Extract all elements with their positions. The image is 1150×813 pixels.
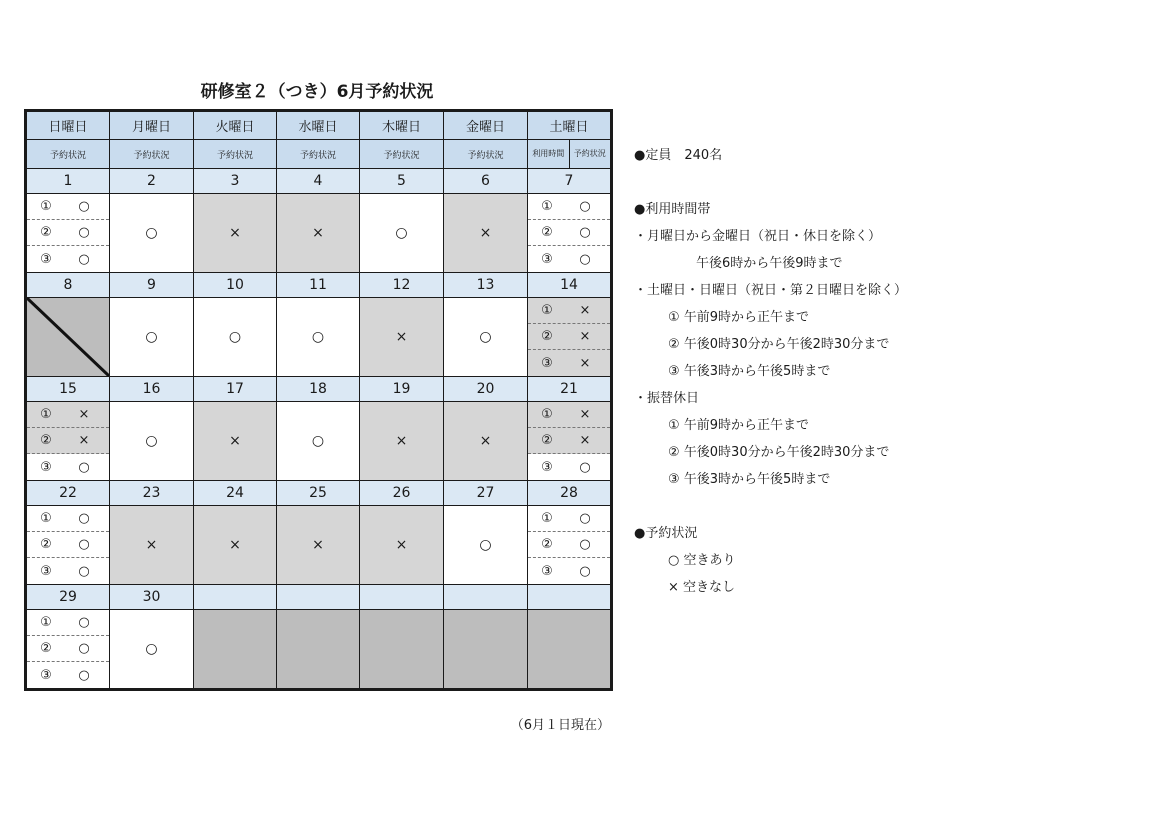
status-row bbox=[26, 610, 612, 690]
status-row bbox=[26, 402, 612, 481]
slot-number: ① bbox=[40, 199, 52, 214]
slot-status: ○ bbox=[78, 511, 90, 526]
time-slot[interactable] bbox=[528, 324, 610, 350]
day-status-cell[interactable]: × bbox=[194, 506, 277, 585]
spacer bbox=[634, 169, 907, 196]
date-cell: 4 bbox=[277, 169, 360, 194]
day-status-cell[interactable]: × bbox=[360, 402, 444, 481]
date-cell bbox=[444, 585, 528, 610]
slot-status: × bbox=[78, 407, 90, 422]
time-slot[interactable] bbox=[528, 454, 610, 480]
date-cell: 24 bbox=[194, 481, 277, 506]
day-status-cell[interactable]: ○ bbox=[277, 402, 360, 481]
slot-number: ③ bbox=[541, 355, 553, 371]
day-status-cell[interactable]: × bbox=[277, 194, 360, 273]
slot-status: ○ bbox=[78, 537, 90, 552]
slot-status: ○ bbox=[579, 199, 591, 214]
date-cell: 14 bbox=[528, 273, 612, 298]
time-slot[interactable] bbox=[27, 220, 109, 246]
empty-day-cell bbox=[444, 610, 528, 690]
slot-number: ① bbox=[40, 407, 52, 422]
as-of-date: （6月１日現在） bbox=[510, 718, 610, 733]
closed-day-cell bbox=[26, 298, 110, 377]
slot-status: ○ bbox=[579, 459, 591, 475]
day-status-cell[interactable]: ○ bbox=[444, 298, 528, 377]
weekday-sunday: 日曜日 bbox=[26, 111, 110, 140]
sub-holiday-slot-3: ③ 午後3時から午後5時まで bbox=[668, 472, 831, 487]
time-slot[interactable] bbox=[528, 506, 610, 532]
date-cell: 21 bbox=[528, 377, 612, 402]
weekend-slot-3: ③ 午後3時から午後5時まで bbox=[668, 364, 831, 379]
sub-holiday-heading: ・振替休日 bbox=[634, 391, 700, 406]
slot-number: ① bbox=[541, 407, 553, 422]
diagonal-slash-icon bbox=[27, 298, 109, 376]
status-available: ○ 空きあり bbox=[668, 553, 736, 568]
spacer bbox=[634, 493, 907, 520]
date-cell: 30 bbox=[110, 585, 194, 610]
slot-number: ② bbox=[541, 433, 553, 448]
day-status-cell[interactable]: × bbox=[194, 402, 277, 481]
slot-status: ○ bbox=[78, 199, 90, 214]
day-status-cell[interactable]: ○ bbox=[360, 194, 444, 273]
slot-number: ③ bbox=[541, 459, 553, 475]
slot-status: ○ bbox=[579, 511, 591, 526]
day-status-cell[interactable]: × bbox=[360, 298, 444, 377]
date-row bbox=[26, 169, 612, 194]
sat-slots-cell bbox=[528, 402, 612, 481]
date-cell: 18 bbox=[277, 377, 360, 402]
weekend-slot-1: ① 午前9時から正午まで bbox=[668, 310, 810, 325]
date-cell: 22 bbox=[26, 481, 110, 506]
hours-heading: ●利用時間帯 bbox=[634, 202, 711, 217]
date-cell: 20 bbox=[444, 377, 528, 402]
weekday-header-row bbox=[26, 111, 612, 140]
time-slot[interactable] bbox=[528, 428, 610, 454]
date-cell: 5 bbox=[360, 169, 444, 194]
weekday-time: 午後6時から午後9時まで bbox=[696, 256, 843, 271]
time-slot[interactable] bbox=[27, 636, 109, 662]
status-full: × 空きなし bbox=[668, 580, 736, 595]
time-slot[interactable] bbox=[528, 298, 610, 324]
date-row bbox=[26, 273, 612, 298]
slot-number: ① bbox=[40, 511, 52, 526]
day-status-cell[interactable]: × bbox=[444, 194, 528, 273]
time-slot[interactable] bbox=[27, 662, 109, 688]
weekday-thursday: 木曜日 bbox=[360, 111, 444, 140]
slot-number: ② bbox=[541, 225, 553, 240]
slot-number: ① bbox=[541, 511, 553, 526]
day-status-cell[interactable]: ○ bbox=[277, 298, 360, 377]
slot-status: ○ bbox=[78, 459, 90, 475]
time-slot[interactable] bbox=[27, 610, 109, 636]
time-slot[interactable] bbox=[528, 220, 610, 246]
weekday-saturday: 土曜日 bbox=[528, 111, 612, 140]
date-cell: 26 bbox=[360, 481, 444, 506]
weekday-monday: 月曜日 bbox=[110, 111, 194, 140]
slot-number: ② bbox=[541, 537, 553, 552]
sub-holiday-slot-2: ② 午後0時30分から午後2時30分まで bbox=[668, 445, 890, 460]
date-cell: 16 bbox=[110, 377, 194, 402]
sub-header-saturday bbox=[528, 140, 612, 169]
slot-number: ② bbox=[40, 537, 52, 552]
empty-day-cell bbox=[360, 610, 444, 690]
slot-status: ○ bbox=[78, 225, 90, 240]
day-status-cell[interactable]: ○ bbox=[110, 194, 194, 273]
slot-status: ○ bbox=[78, 641, 90, 656]
slot-status: × bbox=[78, 433, 90, 448]
date-cell: 17 bbox=[194, 377, 277, 402]
date-cell: 6 bbox=[444, 169, 528, 194]
date-cell: 27 bbox=[444, 481, 528, 506]
calendar-body bbox=[26, 169, 612, 690]
sub-header-monday: 予約状況 bbox=[110, 140, 194, 169]
date-row bbox=[26, 481, 612, 506]
sat-slots-cell bbox=[528, 194, 612, 273]
status-heading: ●予約状況 bbox=[634, 526, 698, 541]
sub-holiday-slot-1: ① 午前9時から正午まで bbox=[668, 418, 810, 433]
date-cell: 23 bbox=[110, 481, 194, 506]
slot-number: ③ bbox=[40, 563, 52, 579]
slot-number: ② bbox=[40, 433, 52, 448]
slot-status: × bbox=[579, 355, 591, 371]
slot-number: ① bbox=[541, 199, 553, 214]
time-slot[interactable] bbox=[528, 558, 610, 584]
day-status-cell[interactable]: ○ bbox=[194, 298, 277, 377]
weekday-tuesday: 火曜日 bbox=[194, 111, 277, 140]
date-row bbox=[26, 585, 612, 610]
sun-slots-cell bbox=[26, 194, 110, 273]
slot-status: ○ bbox=[579, 563, 591, 579]
day-status-cell[interactable]: × bbox=[277, 506, 360, 585]
weekend-heading: ・土曜日・日曜日（祝日・第２日曜日を除く） bbox=[634, 283, 908, 298]
date-cell: 3 bbox=[194, 169, 277, 194]
slot-status: ○ bbox=[579, 225, 591, 240]
slot-number: ② bbox=[40, 641, 52, 656]
empty-day-cell bbox=[528, 610, 612, 690]
date-cell: 25 bbox=[277, 481, 360, 506]
day-status-cell[interactable]: ○ bbox=[110, 298, 194, 377]
slot-number: ③ bbox=[40, 251, 52, 267]
status-row bbox=[26, 194, 612, 273]
slot-number: ③ bbox=[40, 667, 52, 683]
day-status-cell[interactable]: × bbox=[110, 506, 194, 585]
date-cell: 7 bbox=[528, 169, 612, 194]
day-status-cell[interactable]: × bbox=[444, 402, 528, 481]
empty-day-cell bbox=[277, 610, 360, 690]
slot-number: ① bbox=[40, 615, 52, 630]
sub-header-tuesday: 予約状況 bbox=[194, 140, 277, 169]
time-slot[interactable] bbox=[528, 246, 610, 272]
slot-status: ○ bbox=[78, 667, 90, 683]
slot-status: × bbox=[579, 329, 591, 344]
date-cell: 28 bbox=[528, 481, 612, 506]
date-row bbox=[26, 377, 612, 402]
slot-status: × bbox=[579, 303, 591, 318]
day-status-cell[interactable]: × bbox=[360, 506, 444, 585]
day-status-cell[interactable]: × bbox=[194, 194, 277, 273]
slot-number: ③ bbox=[541, 563, 553, 579]
empty-day-cell bbox=[194, 610, 277, 690]
day-status-cell[interactable]: ○ bbox=[444, 506, 528, 585]
slot-status: ○ bbox=[579, 251, 591, 267]
sub-header-wednesday: 予約状況 bbox=[277, 140, 360, 169]
slot-status: ○ bbox=[78, 251, 90, 267]
time-slot[interactable] bbox=[27, 532, 109, 558]
date-cell bbox=[528, 585, 612, 610]
sub-header-thursday: 予約状況 bbox=[360, 140, 444, 169]
date-cell: 9 bbox=[110, 273, 194, 298]
date-cell: 11 bbox=[277, 273, 360, 298]
weekday-friday: 金曜日 bbox=[444, 111, 528, 140]
date-cell: 29 bbox=[26, 585, 110, 610]
time-slot[interactable] bbox=[528, 194, 610, 220]
slot-status: ○ bbox=[579, 537, 591, 552]
sun-slots-cell bbox=[26, 402, 110, 481]
sub-header-sunday: 予約状況 bbox=[26, 140, 110, 169]
page-title: 研修室２（つき）6月予約状況 bbox=[200, 82, 434, 102]
time-slot[interactable] bbox=[27, 402, 109, 428]
time-slot[interactable] bbox=[27, 506, 109, 532]
sat-sub-status: 予約状況 bbox=[573, 149, 606, 158]
slot-number: ③ bbox=[541, 251, 553, 267]
date-cell: 13 bbox=[444, 273, 528, 298]
slot-number: ② bbox=[40, 225, 52, 240]
slot-status: ○ bbox=[78, 563, 90, 579]
weekday-heading: ・月曜日から金曜日（祝日・休日を除く） bbox=[634, 229, 882, 244]
notes-panel bbox=[634, 142, 907, 601]
date-cell: 12 bbox=[360, 273, 444, 298]
time-slot[interactable] bbox=[27, 558, 109, 584]
status-row bbox=[26, 506, 612, 585]
slot-number: ① bbox=[541, 303, 553, 318]
reservation-calendar bbox=[24, 109, 613, 691]
time-slot[interactable] bbox=[27, 246, 109, 272]
sat-slots-cell bbox=[528, 506, 612, 585]
date-cell bbox=[360, 585, 444, 610]
slot-status: ○ bbox=[78, 615, 90, 630]
date-cell bbox=[194, 585, 277, 610]
weekday-wednesday: 水曜日 bbox=[277, 111, 360, 140]
slot-number: ② bbox=[541, 329, 553, 344]
slot-status: × bbox=[579, 407, 591, 422]
date-cell: 2 bbox=[110, 169, 194, 194]
time-slot[interactable] bbox=[528, 532, 610, 558]
day-status-cell[interactable]: ○ bbox=[110, 402, 194, 481]
date-cell: 1 bbox=[26, 169, 110, 194]
sub-header-row bbox=[26, 140, 612, 169]
day-status-cell[interactable]: ○ bbox=[110, 610, 194, 690]
date-cell: 8 bbox=[26, 273, 110, 298]
weekend-slot-2: ② 午後0時30分から午後2時30分まで bbox=[668, 337, 890, 352]
sun-slots-cell bbox=[26, 506, 110, 585]
time-slot[interactable] bbox=[27, 454, 109, 480]
capacity-note: ●定員 240名 bbox=[634, 148, 723, 163]
date-cell: 15 bbox=[26, 377, 110, 402]
sub-header-friday: 予約状況 bbox=[444, 140, 528, 169]
time-slot[interactable] bbox=[528, 402, 610, 428]
date-cell: 19 bbox=[360, 377, 444, 402]
time-slot[interactable] bbox=[528, 350, 610, 376]
time-slot[interactable] bbox=[27, 194, 109, 220]
date-cell bbox=[277, 585, 360, 610]
slot-number: ③ bbox=[40, 459, 52, 475]
status-row bbox=[26, 298, 612, 377]
date-cell: 10 bbox=[194, 273, 277, 298]
sat-sub-time: 利用時間 bbox=[528, 140, 570, 168]
sun-slots-cell bbox=[26, 610, 110, 690]
slot-status: × bbox=[579, 433, 591, 448]
time-slot[interactable] bbox=[27, 428, 109, 454]
sat-slots-cell bbox=[528, 298, 612, 377]
